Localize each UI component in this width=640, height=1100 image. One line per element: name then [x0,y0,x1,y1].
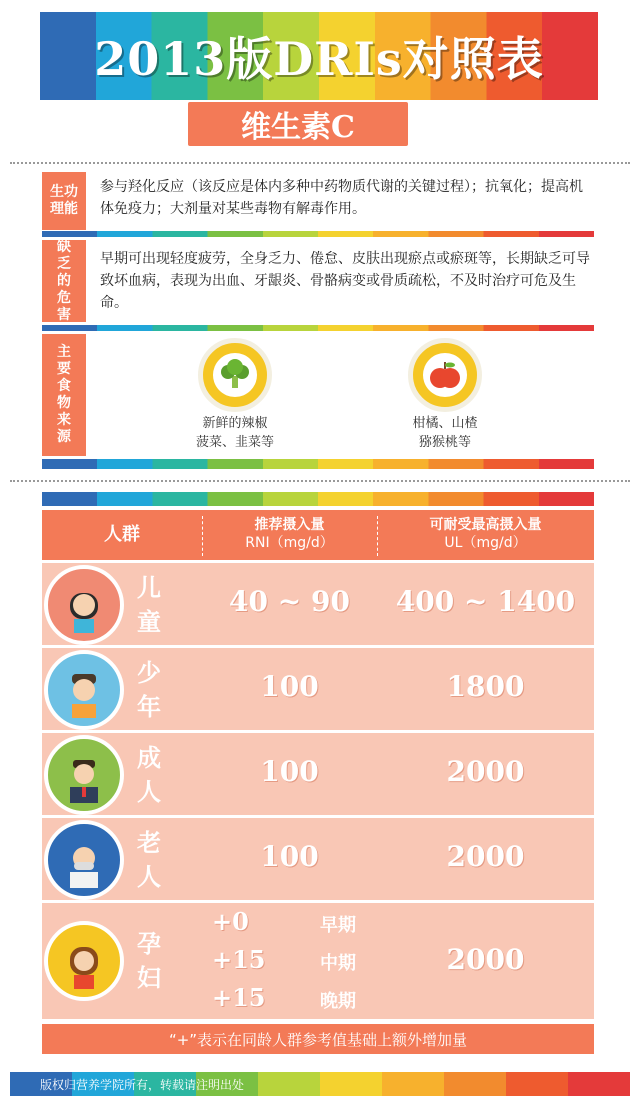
ul-value: 2000 [446,755,525,788]
deficiency-text: 早期可出现轻度疲劳，全身乏力、倦怠、皮肤出现瘀点或瘀斑等，长期缺乏可导致坏血病，表现为出血、牙龈炎、骨骼病变或骨质疏松，不及时治疗可危及生命。 [100,251,590,311]
apple-icon [408,338,482,412]
group-label: 少年 [137,658,161,721]
adult-avatar-icon [44,735,124,815]
ul-value: 1800 [446,670,525,703]
col-header-rni: 推荐摄入量 RNI（mg/d） [245,517,334,551]
copyright-text: 版权归营养学院所有，转载请注明出处 [40,1077,245,1092]
divider [10,162,630,164]
col-header-ul: 可耐受最高摄入量 UL（mg/d） [429,517,542,551]
food-item-vegetables [198,338,272,412]
col-divider [202,516,203,556]
footer-bar [10,1072,630,1096]
elder-avatar-icon [44,820,124,900]
table-row [42,563,594,645]
col-divider [377,516,378,556]
divider [10,480,630,482]
food-item-fruits [408,338,482,412]
ul-value: 2000 [446,840,525,873]
table-row [42,733,594,815]
rni-value: 100 [260,840,319,873]
table-row [42,903,594,1019]
table-row [42,818,594,900]
pregnant-avatar-icon [44,921,124,1001]
section-label-sources: 主要食物来源 [42,334,86,456]
rainbow-divider [42,231,594,237]
section-label-deficiency: 缺乏的危害 [42,240,86,322]
rainbow-divider [42,459,594,469]
rni-value: 100 [260,755,319,788]
group-label: 儿童 [137,573,161,636]
footnote: “+”表示在同龄人群参考值基础上额外增加量 [42,1024,594,1054]
food-text-fruits: 柑橘、山楂 猕猴桃等 [412,416,478,450]
group-label: 老人 [137,828,161,891]
ul-value: 2000 [446,943,525,976]
child-avatar-icon [44,565,124,645]
page-subtitle: 维生素C [241,110,355,145]
rni-value: 40 ~ 90 [229,585,350,618]
group-label: 孕妇 [137,929,161,992]
phase-label: 晚期 [320,991,356,1012]
phase-label: 早期 [320,915,356,936]
rni-phase-value: +15 [212,983,266,1012]
function-text: 参与羟化反应（该反应是体内多种中药物质代谢的关键过程）；抗氧化；提高机体免疫力；大剂量对某些毒物有解毒作用。 [100,179,583,217]
rni-value: 100 [260,670,319,703]
rni-phase-value: +0 [212,907,249,936]
section-label-function: 生功理能 [42,172,86,230]
teen-avatar-icon [44,650,124,730]
broccoli-icon [198,338,272,412]
col-header-group: 人群 [104,524,140,545]
rni-phase-value: +15 [212,945,266,974]
table-top-rainbow [42,492,594,506]
phase-label: 中期 [320,953,356,974]
title-banner [40,12,598,100]
table-header [42,510,594,560]
page-title: 2013版DRIs对照表 [94,32,544,86]
subtitle-box [188,102,408,146]
table-row [42,648,594,730]
rainbow-divider [42,325,594,331]
food-text-vegetables: 新鲜的辣椒 菠菜、韭菜等 [195,416,274,450]
group-label: 成人 [137,743,161,806]
ul-value: 400 ~ 1400 [395,585,576,618]
